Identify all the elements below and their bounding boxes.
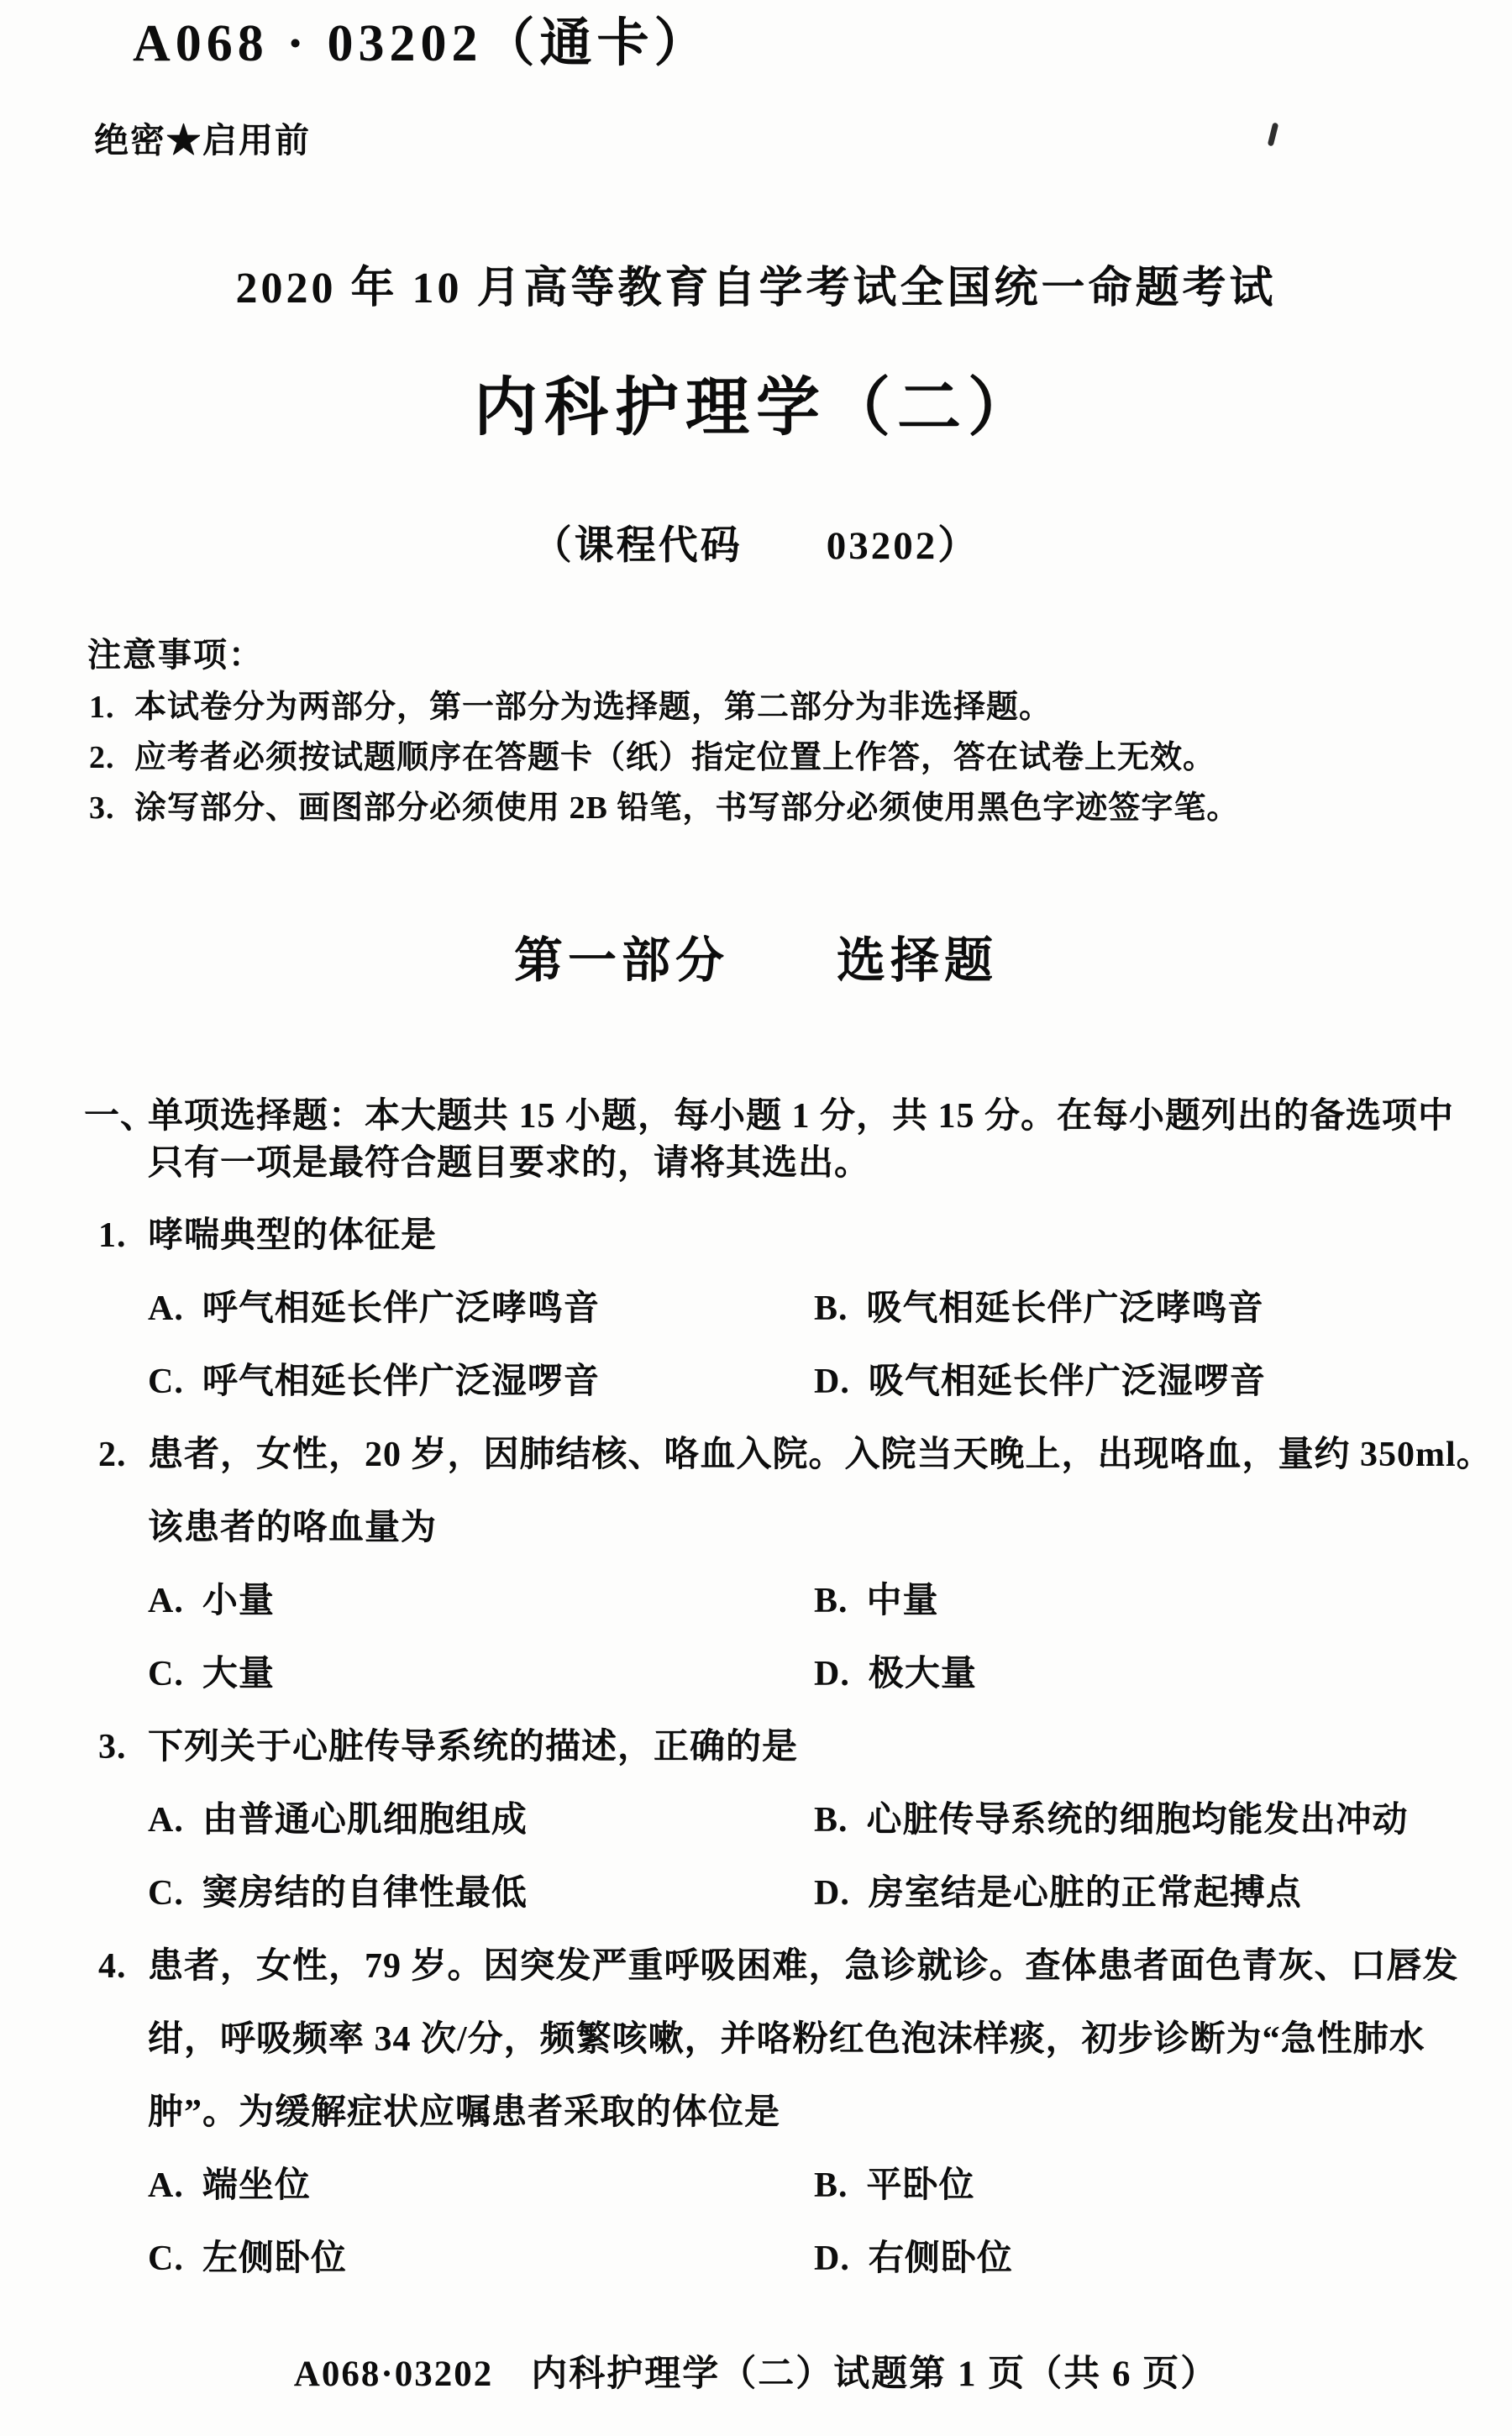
option-label: A.	[148, 1801, 184, 1840]
option	[148, 2223, 347, 2296]
scan-artifact-mark	[1268, 123, 1279, 147]
notice-item-number: 3.	[89, 790, 115, 826]
question-stem-text: 下列关于心脏传导系统的描述，正确的是	[148, 1728, 799, 1767]
option	[814, 2150, 975, 2223]
notice-block	[87, 628, 1240, 833]
notice-item-number: 2.	[89, 740, 115, 775]
option	[148, 2150, 311, 2223]
question-stem-line	[95, 1492, 1422, 1565]
option-text: 极大量	[868, 1655, 977, 1693]
option-label: D.	[814, 2239, 850, 2278]
option-text: 心脏传导系统的细胞均能发出冲动	[866, 1801, 1409, 1840]
notice-item	[87, 682, 1053, 732]
question-stem-line	[95, 1419, 1493, 1492]
option	[148, 1346, 600, 1419]
option-label: B.	[814, 1289, 848, 1328]
question-stem-text: 患者，女性，20 岁，因肺结核、咯血入院。入院当天晚上，出现咯血，量约 350ml。	[148, 1436, 1493, 1474]
exam-subject-title: 内科护理学（二）	[474, 373, 1038, 444]
option-text: 由普通心肌细胞组成	[202, 1801, 528, 1840]
question-stem-text: 哮喘典型的体征是	[148, 1216, 438, 1255]
option-row	[95, 1857, 1422, 1930]
option-text: 小量	[202, 1582, 275, 1620]
notice-heading: 注意事项：	[87, 636, 264, 674]
question-stem-text: 绀，呼吸频率 34 次/分，频繁咳嗽，并咯粉红色泡沫样痰，初步诊断为“急性肺水	[148, 2020, 1425, 2059]
option-text: 呼气相延长伴广泛湿啰音	[202, 1362, 600, 1401]
option-label: C.	[148, 1874, 184, 1913]
option-label: B.	[814, 1801, 848, 1840]
notice-item	[87, 783, 1240, 833]
notice-item-number: 1.	[89, 690, 115, 725]
option	[814, 1784, 1409, 1857]
option	[814, 2223, 1013, 2296]
option-label: D.	[814, 1655, 850, 1693]
option	[814, 1273, 1264, 1346]
option-text: 端坐位	[202, 2166, 311, 2205]
option-row	[95, 1273, 1422, 1346]
option-text: 左侧卧位	[202, 2239, 347, 2278]
secrecy-notice: 绝密★启用前	[94, 121, 311, 160]
option-row	[95, 2223, 1422, 2296]
question-stem-text: 该患者的咯血量为	[148, 1509, 438, 1547]
notice-item-text: 涂写部分、画图部分必须使用 2B 铅笔，书写部分必须使用黑色字迹签字笔。	[134, 790, 1240, 826]
option-text: 中量	[866, 1582, 939, 1620]
question-stem-text: 肿”。为缓解症状应嘱患者采取的体位是	[148, 2093, 781, 2132]
option-row	[95, 1346, 1422, 1419]
paper-code: A068 · 03202（通卡）	[133, 15, 711, 72]
section-instruction-text: 单项选择题：本大题共 15 小题，每小题 1 分，共 15 分。在每小题列出的备选项中	[148, 1097, 1455, 1136]
course-code-line: （课程代码 03202）	[532, 524, 980, 568]
option-label: A.	[148, 2166, 184, 2205]
option	[148, 1565, 275, 1638]
option	[814, 1346, 1266, 1419]
option	[148, 1784, 528, 1857]
notice-item-text: 应考者必须按试题顺序在答题卡（纸）指定位置上作答，答在试卷上无效。	[134, 740, 1216, 775]
option-text: 右侧卧位	[868, 2239, 1013, 2278]
question-number: 4.	[98, 1947, 127, 1986]
question-stem-line	[95, 2003, 1425, 2076]
section-number: 一、	[84, 1097, 157, 1136]
option-text: 大量	[202, 1655, 275, 1693]
option-label: C.	[148, 2239, 184, 2278]
notice-item	[87, 732, 1216, 783]
question-number: 1.	[98, 1216, 127, 1255]
section-instruction-text: 只有一项是最符合题目要求的，请将其选出。	[148, 1144, 871, 1183]
option	[814, 1857, 1302, 1930]
question-list	[95, 1200, 1493, 2296]
page-footer: A068·03202 内科护理学（二）试题第 1 页（共 6 页）	[293, 2355, 1219, 2394]
question-stem-line	[95, 1711, 1422, 1784]
option-label: C.	[148, 1655, 184, 1693]
option	[148, 1857, 528, 1930]
option	[148, 1638, 275, 1711]
option	[814, 1638, 977, 1711]
notice-list	[87, 682, 1240, 833]
option-label: A.	[148, 1582, 184, 1620]
exam-session-title: 2020 年 10 月高等教育自学考试全国统一命题考试	[235, 265, 1277, 312]
question-stem-line	[95, 1200, 1422, 1273]
option-label: B.	[814, 2166, 848, 2205]
question-number: 3.	[98, 1728, 127, 1767]
option-text: 房室结是心脏的正常起搏点	[868, 1874, 1302, 1913]
option	[814, 1565, 939, 1638]
option-label: C.	[148, 1362, 184, 1401]
option-label: D.	[814, 1362, 850, 1401]
option-text: 吸气相延长伴广泛湿啰音	[868, 1362, 1266, 1401]
option-row	[95, 1784, 1422, 1857]
option-label: B.	[814, 1582, 848, 1620]
option	[148, 1273, 600, 1346]
option-text: 呼气相延长伴广泛哮鸣音	[202, 1289, 600, 1328]
option-row	[95, 1638, 1422, 1711]
option-text: 平卧位	[866, 2166, 975, 2205]
option-text: 窦房结的自律性最低	[202, 1874, 528, 1913]
question-stem-line	[95, 2076, 1422, 2150]
part-one-title: 第一部分 选择题	[513, 933, 998, 988]
option-label: A.	[148, 1289, 184, 1328]
option-text: 吸气相延长伴广泛哮鸣音	[866, 1289, 1264, 1328]
option-row	[95, 1565, 1422, 1638]
question-number: 2.	[98, 1436, 127, 1474]
notice-item-text: 本试卷分为两部分，第一部分为选择题，第二部分为非选择题。	[134, 690, 1053, 725]
question-stem-text: 患者，女性，79 岁。因突发严重呼吸困难，急诊就诊。查体患者面色青灰、口唇发	[148, 1947, 1459, 1986]
option-label: D.	[814, 1874, 850, 1913]
question-stem-line	[95, 1930, 1459, 2003]
option-row	[95, 2150, 1422, 2223]
